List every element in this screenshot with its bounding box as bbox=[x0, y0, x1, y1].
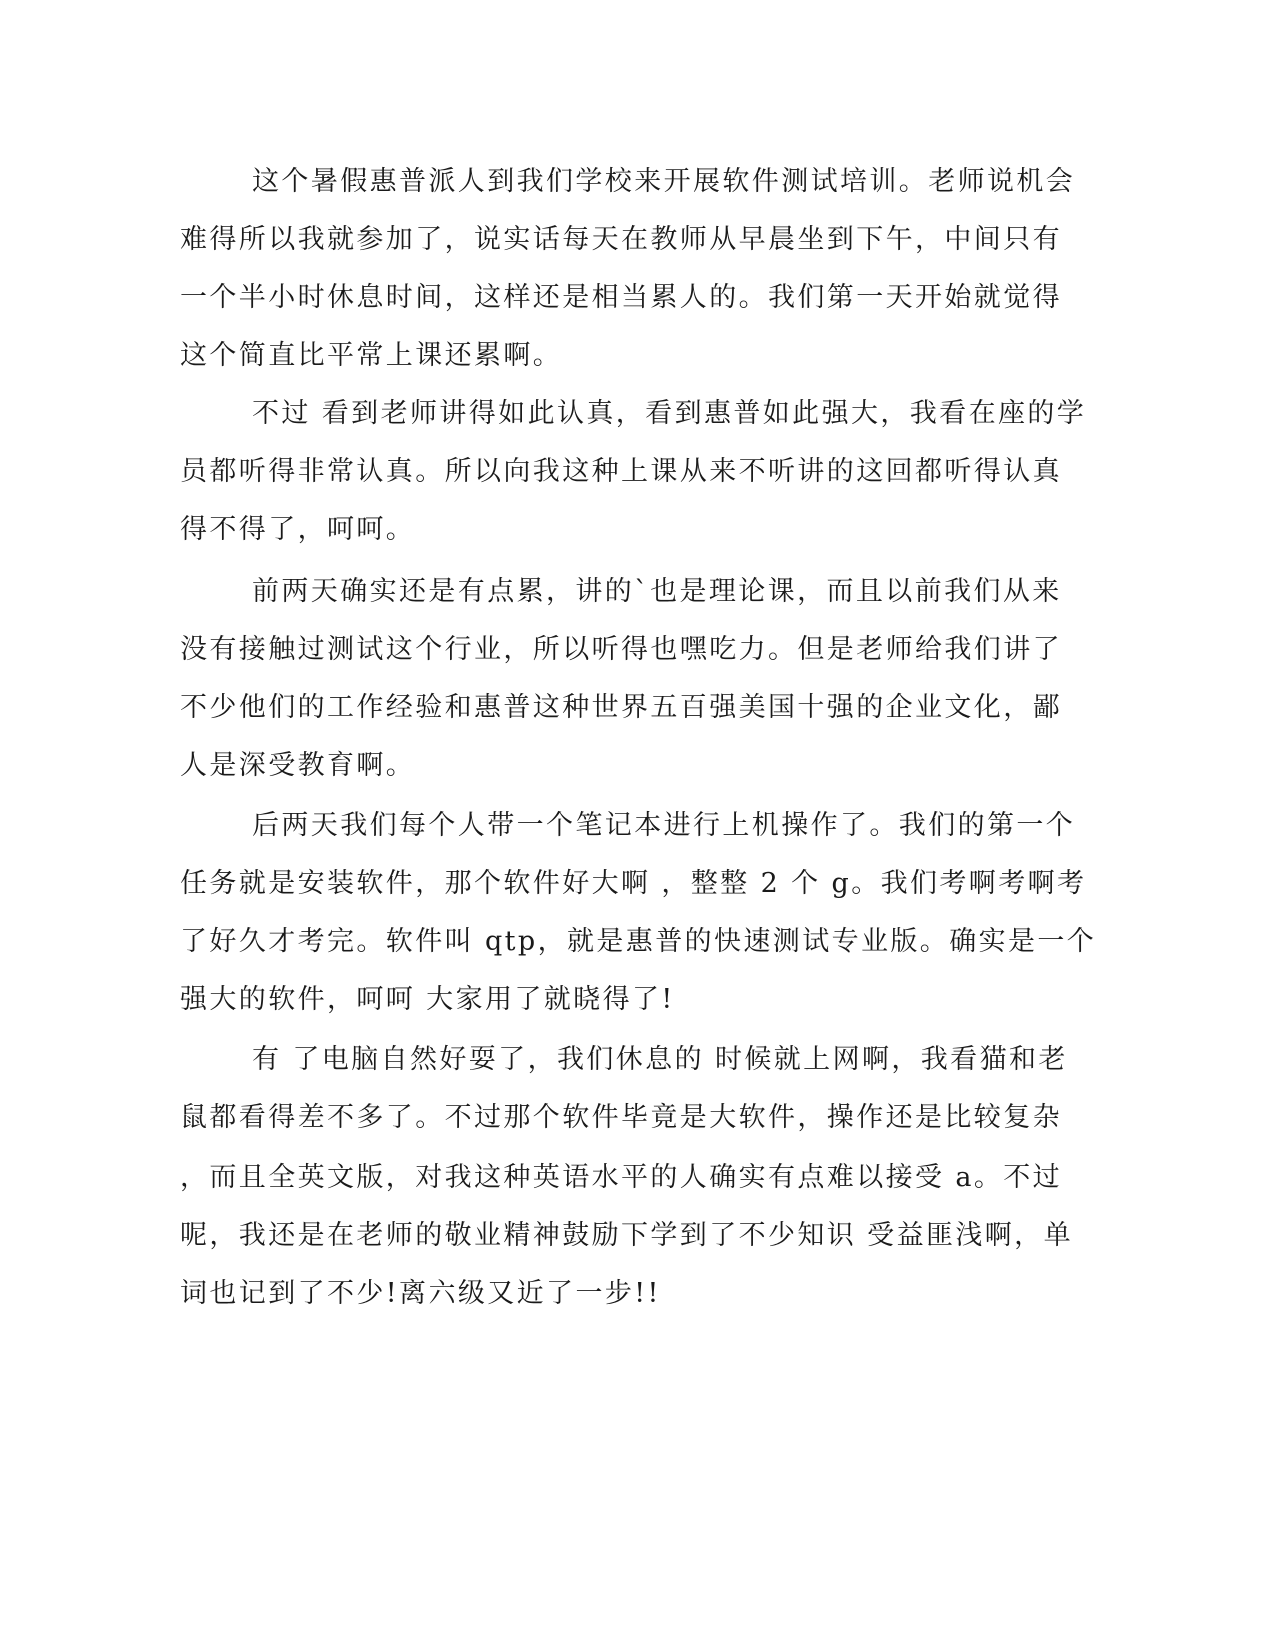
paragraph-2-line-1: 不过 看到老师讲得如此认真，看到惠普如此强大，我看在座的学 bbox=[252, 398, 1087, 429]
paragraph-4-line-3: 了好久才考完。软件叫 qtp，就是惠普的快速测试专业版。确实是一个 bbox=[180, 926, 1097, 957]
paragraph-3-line-3: 不少他们的工作经验和惠普这种世界五百强美国十强的企业文化，鄙 bbox=[180, 692, 1062, 723]
paragraph-5-line-4: 呢，我还是在老师的敬业精神鼓励下学到了不少知识 受益匪浅啊，单 bbox=[180, 1220, 1073, 1251]
paragraph-1-line-1: 这个暑假惠普派人到我们学校来开展软件测试培训。老师说机会 bbox=[252, 166, 1076, 197]
paragraph-5-line-3: ，而且全英文版，对我这种英语水平的人确实有点难以接受 a。不过 bbox=[180, 1162, 1063, 1193]
paragraph-4-line-2: 任务就是安装软件，那个软件好大啊 ，整整 2 个 g。我们考啊考啊考 bbox=[180, 868, 1087, 899]
paragraph-3-line-2: 没有接触过测试这个行业，所以听得也嘿吃力。但是老师给我们讲了 bbox=[180, 634, 1062, 665]
paragraph-3-line-1: 前两天确实还是有点累，讲的`也是理论课，而且以前我们从来 bbox=[252, 576, 1062, 607]
paragraph-2-line-2: 员都听得非常认真。所以向我这种上课从来不听讲的这回都听得认真 bbox=[180, 456, 1062, 487]
paragraph-2-line-3: 得不得了，呵呵。 bbox=[180, 514, 416, 545]
paragraph-5-line-2: 鼠都看得差不多了。不过那个软件毕竟是大软件，操作还是比较复杂 bbox=[180, 1102, 1062, 1133]
paragraph-4-line-4: 强大的软件，呵呵 大家用了就晓得了! bbox=[180, 984, 675, 1015]
paragraph-1-line-2: 难得所以我就参加了，说实话每天在教师从早晨坐到下午，中间只有 bbox=[180, 224, 1062, 255]
paragraph-3-line-4: 人是深受教育啊。 bbox=[180, 750, 416, 781]
paragraph-5-line-5: 词也记到了不少!离六级又近了一步!! bbox=[180, 1278, 661, 1309]
paragraph-1-line-3: 一个半小时休息时间，这样还是相当累人的。我们第一天开始就觉得 bbox=[180, 282, 1062, 313]
paragraph-1-line-4: 这个简直比平常上课还累啊。 bbox=[180, 340, 563, 371]
paragraph-4-line-1: 后两天我们每个人带一个笔记本进行上机操作了。我们的第一个 bbox=[252, 810, 1076, 841]
paragraph-5-line-1: 有 了电脑自然好耍了，我们休息的 时候就上网啊，我看猫和老 bbox=[252, 1044, 1068, 1075]
